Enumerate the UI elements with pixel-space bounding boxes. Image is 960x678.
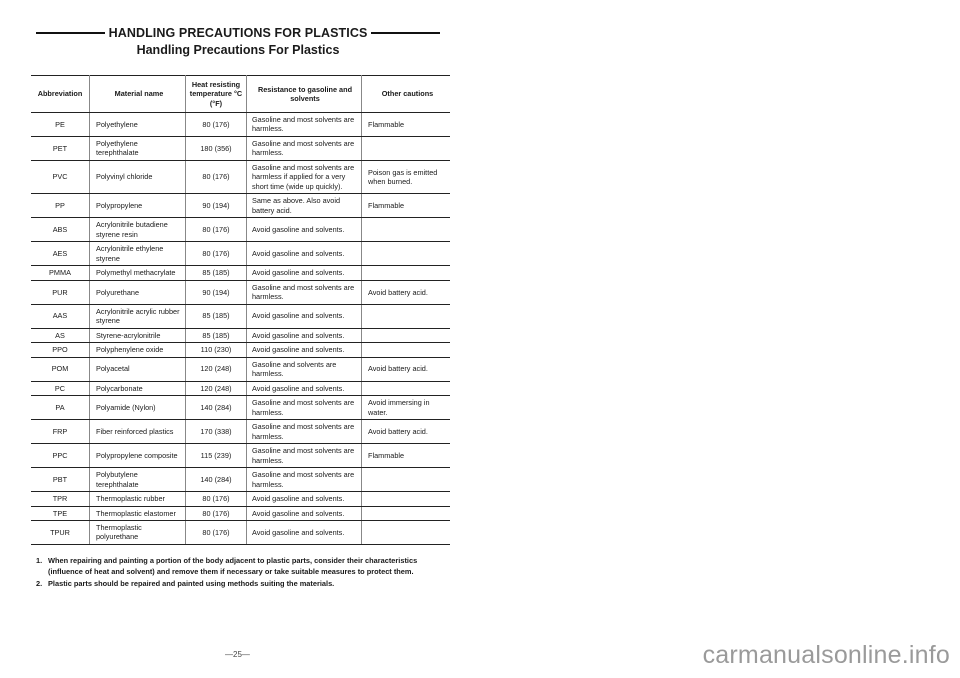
material-name-cell: Polycarbonate: [90, 381, 186, 395]
resistance-cell: Avoid gasoline and solvents.: [247, 304, 362, 328]
abbreviation-cell: PVC: [31, 160, 90, 193]
abbreviation-cell: AS: [31, 328, 90, 342]
heat-temperature-cell: 80 (176): [186, 160, 247, 193]
other-cautions-cell: Avoid immersing in water.: [362, 396, 451, 420]
resistance-cell: Gasoline and most solvents are harmless.: [247, 280, 362, 304]
note-number: 1.: [36, 556, 43, 565]
note-item: [36, 578, 446, 589]
material-name-cell: Acrylonitrile ethylene styrene: [90, 242, 186, 266]
heat-temperature-cell: 170 (338): [186, 420, 247, 444]
resistance-cell: Avoid gasoline and solvents.: [247, 266, 362, 280]
abbreviation-cell: PPC: [31, 444, 90, 468]
table-row: [31, 444, 450, 468]
table-row: [31, 492, 450, 506]
abbreviation-cell: PC: [31, 381, 90, 395]
heat-temperature-cell: 85 (185): [186, 328, 247, 342]
abbreviation-cell: ABS: [31, 218, 90, 242]
column-header-other-cautions: Other cautions: [362, 76, 451, 113]
resistance-cell: Avoid gasoline and solvents.: [247, 328, 362, 342]
material-name-cell: Polyamide (Nylon): [90, 396, 186, 420]
material-name-cell: Polybutylene terephthalate: [90, 468, 186, 492]
table-row: [31, 218, 450, 242]
table-row: [31, 194, 450, 218]
heat-temperature-cell: 85 (185): [186, 266, 247, 280]
heat-temperature-cell: 90 (194): [186, 280, 247, 304]
note-item: [36, 555, 446, 578]
resistance-cell: Gasoline and most solvents are harmless if applied for a very short time (wide up quickly).: [247, 160, 362, 193]
material-name-cell: Thermoplastic polyurethane: [90, 520, 186, 544]
other-cautions-cell: Flammable: [362, 113, 451, 137]
heat-temperature-cell: 140 (284): [186, 396, 247, 420]
material-name-cell: Polyurethane: [90, 280, 186, 304]
watermark: carmanualsonline.info: [702, 641, 950, 669]
other-cautions-cell: [362, 136, 451, 160]
resistance-cell: Avoid gasoline and solvents.: [247, 492, 362, 506]
material-name-cell: Fiber reinforced plastics: [90, 420, 186, 444]
other-cautions-cell: [362, 304, 451, 328]
heat-temperature-cell: 80 (176): [186, 520, 247, 544]
material-name-cell: Acrylonitrile acrylic rubber styrene: [90, 304, 186, 328]
note-text: Plastic parts should be repaired and painted using methods suiting the materials.: [48, 578, 335, 588]
abbreviation-cell: PUR: [31, 280, 90, 304]
resistance-cell: Gasoline and most solvents are harmless.: [247, 444, 362, 468]
abbreviation-cell: TPE: [31, 506, 90, 520]
heat-temperature-cell: 80 (176): [186, 218, 247, 242]
heat-temperature-cell: 80 (176): [186, 492, 247, 506]
other-cautions-cell: Poison gas is emitted when burned.: [362, 160, 451, 193]
material-name-cell: Thermoplastic rubber: [90, 492, 186, 506]
other-cautions-cell: [362, 266, 451, 280]
heat-temperature-cell: 120 (248): [186, 357, 247, 381]
material-name-cell: Polyphenylene oxide: [90, 343, 186, 357]
abbreviation-cell: POM: [31, 357, 90, 381]
table-row: [31, 160, 450, 193]
page-title: HANDLING PRECAUTIONS FOR PLASTICS: [108, 26, 368, 40]
table-row: [31, 420, 450, 444]
abbreviation-cell: AAS: [31, 304, 90, 328]
resistance-cell: Gasoline and solvents are harmless.: [247, 357, 362, 381]
table-row: [31, 520, 450, 544]
table-row: [31, 113, 450, 137]
table-row: [31, 343, 450, 357]
resistance-cell: Gasoline and most solvents are harmless.: [247, 420, 362, 444]
other-cautions-cell: [362, 381, 451, 395]
heat-temperature-cell: 80 (176): [186, 506, 247, 520]
heat-temperature-cell: 140 (284): [186, 468, 247, 492]
resistance-cell: Avoid gasoline and solvents.: [247, 506, 362, 520]
abbreviation-cell: PP: [31, 194, 90, 218]
heat-temperature-cell: 115 (239): [186, 444, 247, 468]
material-name-cell: Polyacetal: [90, 357, 186, 381]
other-cautions-cell: Flammable: [362, 444, 451, 468]
table-header-row: [31, 76, 450, 113]
notes-list: [36, 555, 446, 589]
abbreviation-cell: PA: [31, 396, 90, 420]
abbreviation-cell: AES: [31, 242, 90, 266]
resistance-cell: Avoid gasoline and solvents.: [247, 520, 362, 544]
other-cautions-cell: [362, 492, 451, 506]
resistance-cell: Avoid gasoline and solvents.: [247, 218, 362, 242]
heat-temperature-cell: 80 (176): [186, 242, 247, 266]
abbreviation-cell: PMMA: [31, 266, 90, 280]
note-number: 2.: [36, 578, 43, 588]
abbreviation-cell: FRP: [31, 420, 90, 444]
abbreviation-cell: PPO: [31, 343, 90, 357]
table-row: [31, 266, 450, 280]
column-header-resistance: Resistance to gasoline and solvents: [247, 76, 362, 113]
column-header-heat-resisting-temperature: Heat resisting temperature °C (°F): [186, 76, 247, 113]
table-body: [31, 113, 450, 545]
table-row: [31, 304, 450, 328]
material-name-cell: Polyethylene terephthalate: [90, 136, 186, 160]
resistance-cell: Avoid gasoline and solvents.: [247, 343, 362, 357]
material-name-cell: Styrene-acrylonitrile: [90, 328, 186, 342]
table-row: [31, 280, 450, 304]
material-name-cell: Acrylonitrile butadiene styrene resin: [90, 218, 186, 242]
material-name-cell: Polypropylene: [90, 194, 186, 218]
abbreviation-cell: TPR: [31, 492, 90, 506]
abbreviation-cell: PE: [31, 113, 90, 137]
table-row: [31, 136, 450, 160]
other-cautions-cell: [362, 506, 451, 520]
heat-temperature-cell: 180 (356): [186, 136, 247, 160]
resistance-cell: Same as above. Also avoid battery acid.: [247, 194, 362, 218]
resistance-cell: Gasoline and most solvents are harmless.: [247, 468, 362, 492]
heat-temperature-cell: 120 (248): [186, 381, 247, 395]
other-cautions-cell: Avoid battery acid.: [362, 357, 451, 381]
material-name-cell: Polyethylene: [90, 113, 186, 137]
abbreviation-cell: TPUR: [31, 520, 90, 544]
resistance-cell: Gasoline and most solvents are harmless.: [247, 136, 362, 160]
other-cautions-cell: [362, 242, 451, 266]
header-rule-right: [371, 32, 440, 34]
plastics-table: [31, 75, 450, 545]
other-cautions-cell: Avoid battery acid.: [362, 420, 451, 444]
header-rule-left: [36, 32, 105, 34]
table-row: [31, 328, 450, 342]
resistance-cell: Avoid gasoline and solvents.: [247, 242, 362, 266]
resistance-cell: Gasoline and most solvents are harmless.: [247, 396, 362, 420]
material-name-cell: Thermoplastic elastomer: [90, 506, 186, 520]
column-header-material-name: Material name: [90, 76, 186, 113]
material-name-cell: Polyvinyl chloride: [90, 160, 186, 193]
page-number: —25—: [225, 650, 250, 659]
abbreviation-cell: PBT: [31, 468, 90, 492]
page-subtitle: Handling Precautions For Plastics: [136, 43, 340, 57]
other-cautions-cell: [362, 468, 451, 492]
resistance-cell: Gasoline and most solvents are harmless.: [247, 113, 362, 137]
heat-temperature-cell: 80 (176): [186, 113, 247, 137]
table-row: [31, 506, 450, 520]
other-cautions-cell: [362, 218, 451, 242]
other-cautions-cell: [362, 343, 451, 357]
material-name-cell: Polymethyl methacrylate: [90, 266, 186, 280]
heat-temperature-cell: 85 (185): [186, 304, 247, 328]
other-cautions-cell: Flammable: [362, 194, 451, 218]
page-header: [36, 24, 440, 42]
other-cautions-cell: Avoid battery acid.: [362, 280, 451, 304]
other-cautions-cell: [362, 328, 451, 342]
column-header-abbreviation: Abbreviation: [31, 76, 90, 113]
table-row: [31, 357, 450, 381]
resistance-cell: Avoid gasoline and solvents.: [247, 381, 362, 395]
table-row: [31, 396, 450, 420]
table-row: [31, 381, 450, 395]
heat-temperature-cell: 90 (194): [186, 194, 247, 218]
other-cautions-cell: [362, 520, 451, 544]
heat-temperature-cell: 110 (230): [186, 343, 247, 357]
table-row: [31, 468, 450, 492]
table-row: [31, 242, 450, 266]
abbreviation-cell: PET: [31, 136, 90, 160]
material-name-cell: Polypropylene composite: [90, 444, 186, 468]
note-text: When repairing and painting a portion of the body adjacent to plastic parts, consider their characteristics (influence of heat and solvent) and remove them if necessary or take suitable measures to protect them.: [48, 556, 418, 577]
